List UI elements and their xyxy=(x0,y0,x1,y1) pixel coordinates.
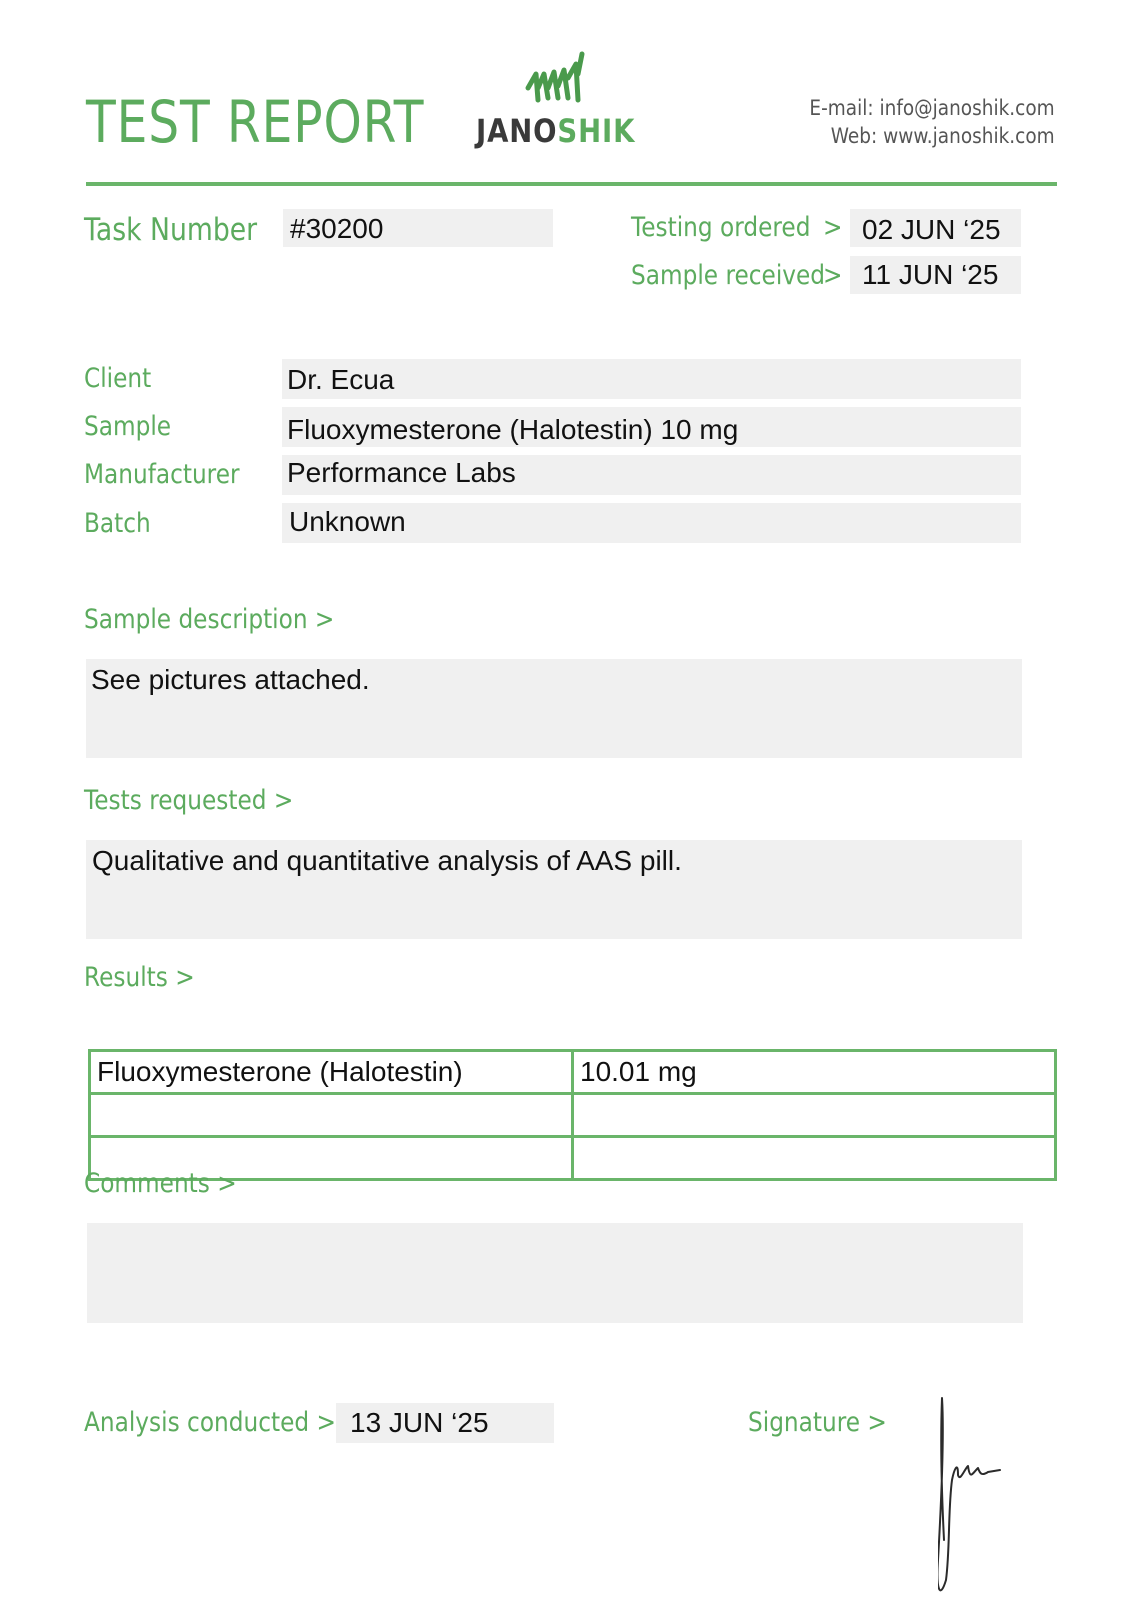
batch-label: Batch xyxy=(84,508,151,539)
task-number-value: #30200 xyxy=(290,213,384,244)
web-link[interactable]: www.janoshik.com xyxy=(883,124,1055,148)
brand-name: JANOSHIK xyxy=(476,112,636,150)
sample-label: Sample xyxy=(84,411,172,442)
email-line xyxy=(810,94,1055,122)
janoshik-logo-icon xyxy=(524,48,604,110)
sample-received-value: 11 JUN ‘25 xyxy=(862,259,999,290)
sample-description-text: See pictures attached. xyxy=(91,664,370,695)
client-value: Dr. Ecua xyxy=(287,364,395,395)
testing-ordered-value: 02 JUN ‘25 xyxy=(862,214,1001,245)
signature-label: Signature > xyxy=(748,1407,887,1438)
results-table xyxy=(88,1049,1057,1181)
sample-received-label: Sample received xyxy=(631,260,826,291)
header-divider xyxy=(86,182,1057,186)
sample-description-label: Sample description > xyxy=(84,604,335,635)
web-line xyxy=(810,122,1055,150)
manufacturer-value: Performance Labs xyxy=(287,457,516,488)
email-label: E-mail: xyxy=(809,96,874,120)
tests-requested-text: Qualitative and quantitative analysis of AAS pill. xyxy=(92,845,682,876)
analysis-conducted-value: 13 JUN ‘25 xyxy=(350,1407,489,1438)
table-row xyxy=(90,1094,1056,1137)
table-row xyxy=(90,1051,1056,1094)
sample-received-arrow: > xyxy=(823,260,843,291)
comments-label: Comments > xyxy=(84,1168,237,1199)
result-compound-cell xyxy=(90,1094,573,1137)
tests-requested-label: Tests requested > xyxy=(84,785,294,816)
result-compound-cell: Fluoxymesterone (Halotestin) xyxy=(90,1051,573,1094)
web-label: Web: xyxy=(831,124,878,148)
brand-logo xyxy=(476,48,656,158)
analysis-conducted-label: Analysis conducted > xyxy=(84,1407,336,1438)
contact-info xyxy=(776,94,1055,150)
result-amount-cell: 10.01 mg xyxy=(573,1051,1056,1094)
testing-ordered-arrow: > xyxy=(823,212,843,243)
result-amount-cell xyxy=(573,1137,1056,1180)
sample-value: Fluoxymesterone (Halotestin) 10 mg xyxy=(287,414,739,445)
comments-field xyxy=(87,1223,1023,1323)
testing-ordered-label: Testing ordered xyxy=(631,212,811,243)
task-number-label: Task Number xyxy=(84,212,258,248)
manufacturer-label: Manufacturer xyxy=(84,459,240,490)
handwritten-signature xyxy=(938,1390,1048,1600)
batch-value: Unknown xyxy=(289,506,406,537)
report-title: TEST REPORT xyxy=(86,88,425,156)
email-link[interactable]: info@janoshik.com xyxy=(879,96,1055,120)
results-label: Results > xyxy=(84,962,195,993)
client-label: Client xyxy=(84,363,152,394)
result-amount-cell xyxy=(573,1094,1056,1137)
